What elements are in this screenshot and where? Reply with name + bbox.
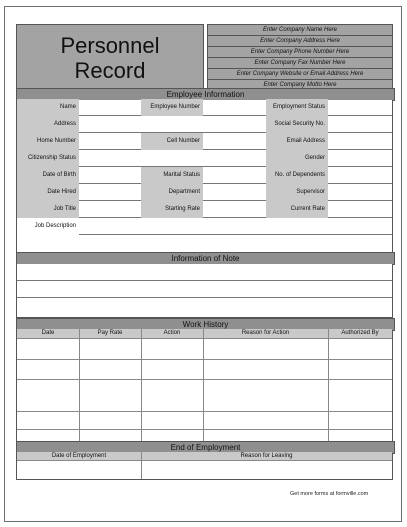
department-label: Department	[141, 185, 203, 200]
name-field[interactable]	[79, 100, 141, 116]
col-action: Action	[163, 330, 181, 336]
col-reason-for-leaving: Reason for Leaving	[240, 453, 293, 459]
gender-label: Gender	[266, 151, 328, 166]
reason-for-leaving-field[interactable]	[142, 461, 392, 479]
ssn-field[interactable]	[328, 117, 392, 133]
job-title-field[interactable]	[79, 202, 141, 218]
current-rate-label: Current Rate	[266, 202, 328, 217]
company-website-field[interactable]: Enter Company Website or Email Address Here	[208, 69, 392, 80]
supervisor-field[interactable]	[328, 185, 392, 201]
ssn-label: Social Security No.	[266, 117, 328, 132]
col-pay-rate: Pay Rate	[97, 330, 123, 336]
work-history-heading: Work History	[16, 318, 395, 331]
company-motto-field[interactable]: Enter Company Motto Here	[263, 82, 337, 88]
col-date: Date	[41, 330, 55, 336]
company-address-field[interactable]: Enter Company Address Here	[208, 36, 392, 47]
end-of-employment-heading: End of Employment	[16, 441, 395, 454]
work-history-section	[16, 318, 393, 443]
dependents-label: No. of Dependents	[266, 168, 328, 183]
cell-number-field[interactable]	[203, 134, 266, 150]
title-line-2: Record	[74, 58, 146, 83]
email-field[interactable]	[328, 134, 392, 150]
employment-status-field[interactable]	[328, 100, 392, 116]
marital-status-field[interactable]	[203, 168, 266, 184]
col-date-of-employment: Date of Employment	[51, 453, 107, 459]
company-fax-field[interactable]: Enter Company Fax Number Here	[208, 58, 392, 69]
note-section	[16, 252, 393, 318]
dob-label: Date of Birth	[17, 168, 79, 183]
job-description-field-1[interactable]	[79, 219, 392, 235]
home-number-field[interactable]	[79, 134, 141, 150]
address-field[interactable]	[79, 117, 266, 133]
date-hired-field[interactable]	[79, 185, 141, 201]
email-label: Email Address	[266, 134, 328, 149]
end-of-employment-section	[16, 441, 393, 480]
department-field[interactable]	[203, 185, 266, 201]
job-title-label: Job Title	[17, 202, 79, 217]
job-description-label: Job Description	[17, 219, 79, 234]
date-hired-label: Date Hired	[17, 185, 79, 200]
current-rate-field[interactable]	[328, 202, 392, 218]
table-row[interactable]	[17, 339, 392, 359]
form-title	[16, 24, 204, 92]
employee-number-field[interactable]	[203, 100, 266, 116]
col-reason: Reason for Action	[241, 330, 290, 336]
cell-number-label: Cell Number	[141, 134, 203, 149]
employment-status-label: Employment Status	[266, 100, 328, 115]
personnel-record-form	[4, 6, 402, 522]
note-line-3[interactable]	[17, 298, 392, 317]
dob-field[interactable]	[79, 168, 141, 184]
col-authorized-by: Authorized By	[341, 330, 379, 336]
table-row[interactable]	[17, 380, 392, 411]
footer-credit: Get more forms at formville.com	[290, 491, 369, 497]
employee-info-section	[16, 88, 393, 255]
supervisor-label: Supervisor	[266, 185, 328, 200]
name-label: Name	[17, 100, 79, 115]
company-phone-field[interactable]: Enter Company Phone Number Here	[208, 47, 392, 58]
marital-status-label: Marital Status	[141, 168, 203, 183]
home-number-label: Home Number	[17, 134, 79, 149]
starting-rate-label: Starting Rate	[141, 202, 203, 217]
company-name-field[interactable]: Enter Company Name Here	[208, 25, 392, 36]
table-row[interactable]	[17, 360, 392, 379]
employee-info-heading: Employee Information	[16, 88, 395, 101]
table-row[interactable]	[17, 412, 392, 429]
company-info-block	[207, 24, 393, 92]
note-heading: Information of Note	[16, 252, 395, 265]
gender-field[interactable]	[328, 151, 392, 167]
note-line-2[interactable]	[17, 281, 392, 298]
starting-rate-field[interactable]	[203, 202, 266, 218]
date-of-employment-field[interactable]	[17, 461, 141, 479]
citizenship-field[interactable]	[79, 151, 266, 167]
address-label: Address	[17, 117, 79, 132]
title-line-1: Personnel	[60, 33, 160, 58]
employee-number-label: Employee Number	[141, 100, 203, 115]
dependents-field[interactable]	[328, 168, 392, 184]
citizenship-label: Citizenship Status	[17, 151, 79, 166]
note-line-1[interactable]	[17, 264, 392, 281]
